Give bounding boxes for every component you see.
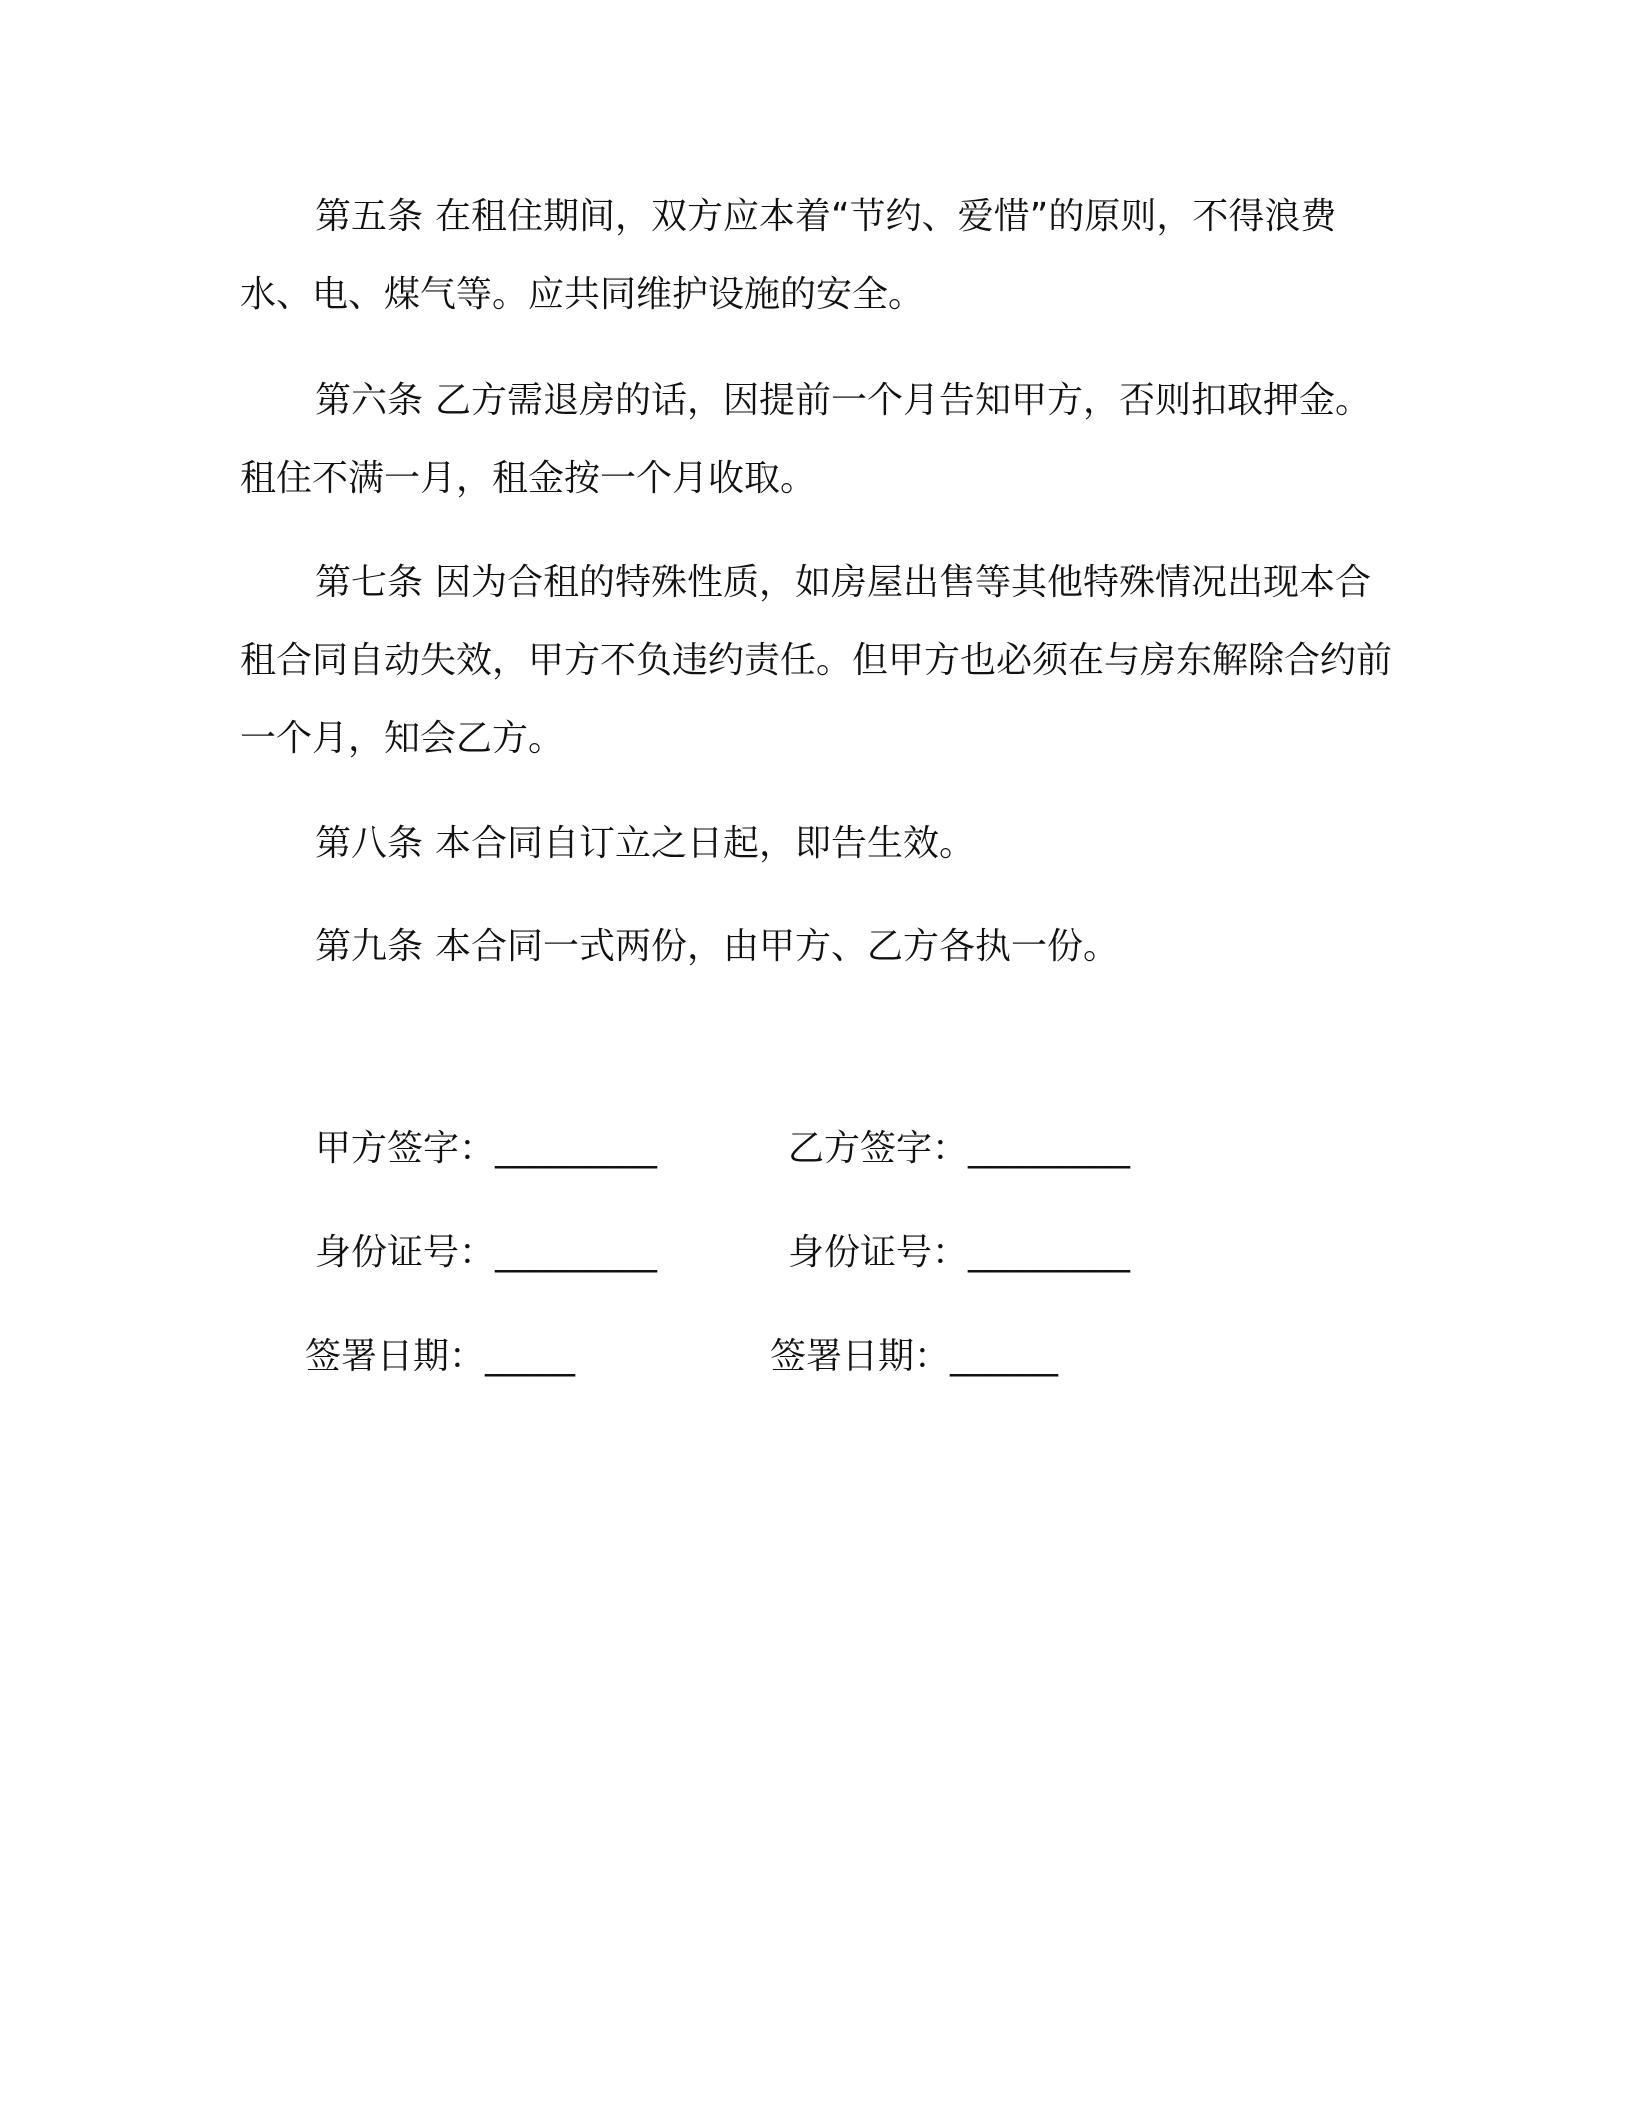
party-b-date-label: 签署日期： [770,1336,951,1377]
clause-8 [240,805,1400,883]
party-b-signature-blank: _________ [968,1128,1131,1169]
party-a-id-label: 身份证号： [315,1232,496,1273]
party-a-signature-blank: _________ [495,1128,658,1169]
party-b-date-line [770,1332,1058,1382]
party-b-id-line [788,1228,1130,1278]
party-b-date-blank: ______ [950,1336,1059,1377]
party-a-signature-label: 甲方签字： [315,1128,496,1169]
party-b-signature-line [788,1124,1130,1174]
party-a-id-blank: _________ [495,1232,658,1273]
clause-text: 在租住期间，双方应本着“节约、爱惜”的原则，不得浪费水、电、煤气等。应共同维护设施的安全。 [240,196,1337,315]
clause-number: 第九条 [315,926,424,967]
clause-number: 第八条 [315,823,424,864]
clause-number: 第七条 [315,562,424,603]
clause-6 [240,362,1400,518]
clause-text: 乙方需退房的话，因提前一个月告知甲方，否则扣取押金。租住不满一月，租金按一个月收取。 [240,380,1372,499]
party-a-signature-line [315,1124,657,1174]
clause-text: 本合同自订立之日起，即告生效。 [435,823,976,864]
party-a-date-label: 签署日期： [305,1336,486,1377]
clause-5 [240,178,1400,334]
party-b-signature-label: 乙方签字： [788,1128,969,1169]
party-a-id-line [315,1228,657,1278]
clause-text: 因为合租的特殊性质，如房屋出售等其他特殊情况出现本合租合同自动失效，甲方不负违约责任。但甲方也必须在与房东解除合约前一个月，知会乙方。 [240,562,1393,759]
clause-7 [240,544,1400,778]
clause-number: 第六条 [315,380,424,421]
party-a-date-blank: _____ [485,1336,576,1377]
clause-number: 第五条 [315,196,424,237]
party-b-id-label: 身份证号： [788,1232,969,1273]
clause-text: 本合同一式两份，由甲方、乙方各执一份。 [435,926,1120,967]
clause-9 [240,908,1400,986]
party-a-date-line [305,1332,575,1382]
party-b-id-blank: _________ [968,1232,1131,1273]
